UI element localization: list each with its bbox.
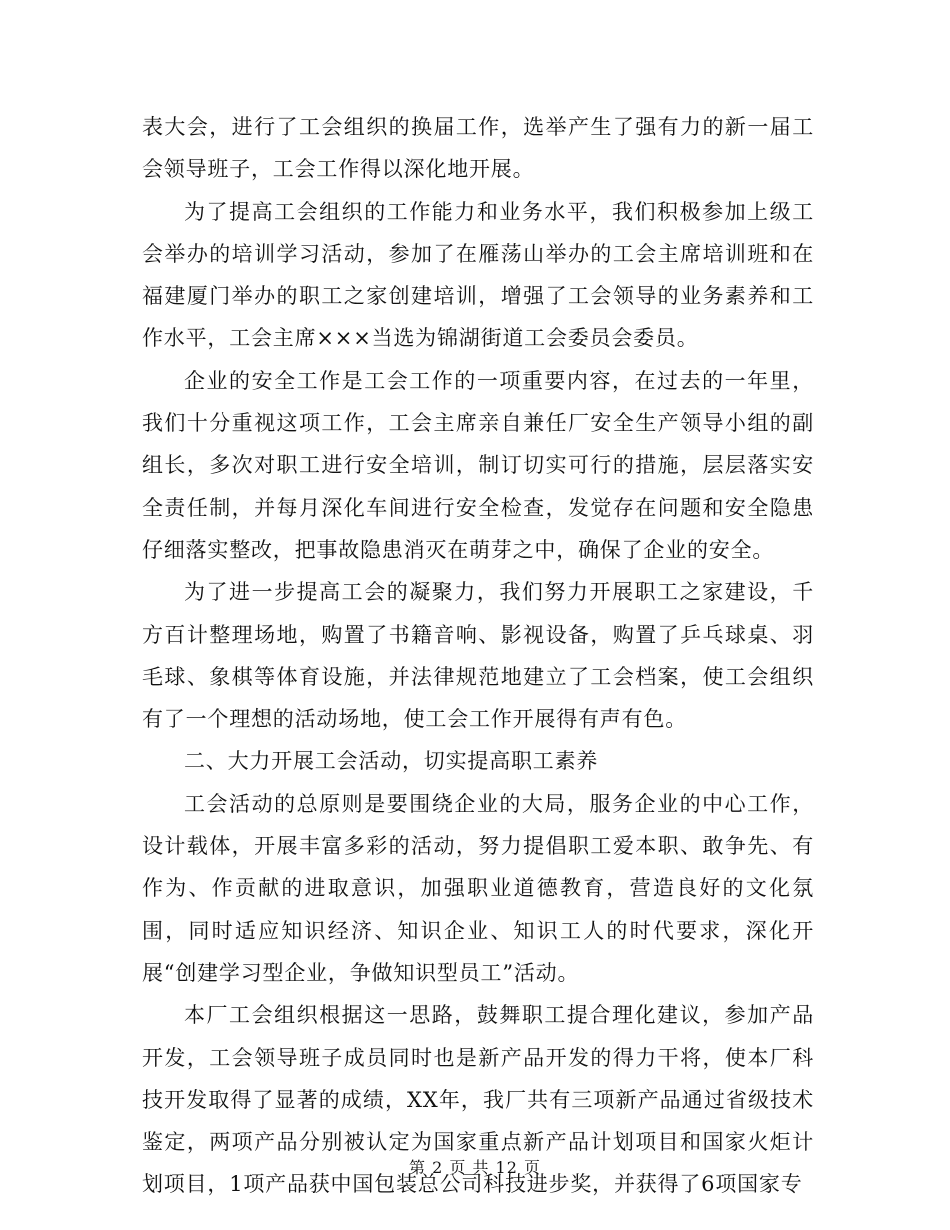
- document-body: [142, 106, 814, 1206]
- paragraph-union-activities: 工会活动的总原则是要围绕企业的大局，服务企业的中心工作，设计载体，开展丰富多彩的活动，努力提倡职工爱本职、敢争先、有作为、作贡献的进取意识，加强职业道德教育，营造良好的文化氛围，同时适应知识经济、知识企业、知识工人的时代要求，深化开展“创建学习型企业，争做知识型员工”活动。: [142, 791, 814, 985]
- page-number-label: 第 2 页 共 12 页: [409, 1158, 541, 1177]
- paragraph-continued: 表大会，进行了工会组织的换届工作，选举产生了强有力的新一届工会领导班子，工会工作得以深化地开展。: [142, 115, 814, 182]
- section-heading-2: 二、大力开展工会活动，切实提高职工素养: [184, 749, 599, 774]
- paragraph-safety-work: 企业的安全工作是工会工作的一项重要内容，在过去的一年里，我们十分重视这项工作，工会主席亲自兼任厂安全生产领导小组的副组长，多次对职工进行安全培训，制订切实可行的措施，层层落实安全责任制，并每月深化车间进行安全检查，发觉存在问题和安全隐患仔细落实整改，把事故隐患消灭在萌芽之中，确保了企业的安全。: [142, 368, 814, 562]
- paragraph-union-training: 为了提高工会组织的工作能力和业务水平，我们积极参加上级工会举办的培训学习活动，参加了在雁荡山举办的工会主席培训班和在福建厦门举办的职工之家创建培训，增强了工会领导的业务素养和工作水平，工会主席×××当选为锦湖街道工会委员会委员。: [142, 199, 814, 351]
- paragraph-product-innovation: 本厂工会组织根据这一思路，鼓舞职工提合理化建议，参加产品开发，工会领导班子成员同时也是新产品开发的得力干将，使本厂科技开发取得了显著的成绩，XX年，我厂共有三项新产品通过省级技术鉴定，两项产品分别被认定为国家重点新产品计划项目和国家火炬计划项目，1项产品获中国包装总公司科技进步奖，并获得了6项国家专: [142, 1003, 814, 1197]
- page-footer: [0, 1155, 950, 1178]
- paragraph-workers-home: 为了进一步提高工会的凝聚力，我们努力开展职工之家建设，千方百计整理场地，购置了书籍音响、影视设备，购置了乒乓球桌、羽毛球、象棋等体育设施，并法律规范地建立了工会档案，使工会组织有了一个理想的活动场地，使工会工作开展得有声有色。: [142, 580, 814, 732]
